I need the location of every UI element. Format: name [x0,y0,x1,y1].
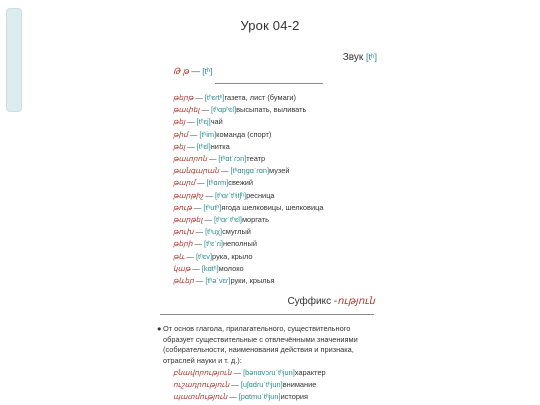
vocab-row [173,153,493,165]
vocab-armenian-word: թևեր [173,276,194,286]
letter-forms: Թ թ [173,66,189,76]
example-list [173,367,473,404]
vocab-dash: — [190,263,202,273]
vocab-row [173,263,493,275]
letter-dash: — [188,66,203,76]
example-translation: внимание [282,380,317,390]
vocab-row [173,92,493,104]
example-dash: — [229,380,241,390]
vocab-translation: неполный [222,239,257,249]
vocab-armenian-word: թարթիչ [173,190,204,200]
vocab-dash: — [199,105,212,115]
vocab-transcription: [tʰəˈvɛɾ] [205,276,231,286]
suffix-divider [160,314,374,315]
suffix-heading-arm: ություն [337,296,375,307]
example-translation: характер [294,368,326,377]
vocab-translation: ягода шелковицы, шелковица [221,202,324,212]
vocab-armenian-word: թութ [173,202,192,212]
bullet-icon: ● [157,324,162,333]
vocab-dash: — [193,227,206,237]
vocab-transcription: [tʰɑŋɡɑˈɾɑn] [230,166,270,176]
vocab-transcription: [kɑtʰ] [201,263,219,273]
vocab-dash: — [191,202,204,212]
vocab-armenian-word: թև [173,251,185,261]
example-row [173,379,473,391]
vocab-translation: моргать [241,215,269,225]
suffix-note [157,324,379,366]
vocab-transcription: [tʰɑpʰɛl] [211,105,237,115]
vocab-translation: театр [246,154,266,164]
vocab-row [173,129,493,141]
vocab-armenian-word: թերի [173,239,193,249]
vocab-transcription: [tʰɛl] [196,141,211,151]
vocab-armenian-word: թեյ [173,117,186,127]
vocab-row [173,116,493,128]
vocab-dash: — [185,141,197,151]
vocab-armenian-word: թուխ [173,227,194,237]
vocab-translation: ресница [246,190,275,200]
vocab-dash: — [195,178,207,188]
vocab-armenian-word: թափել [173,105,200,115]
vocab-dash: — [184,251,196,261]
letter-ipa: [tʰ] [202,66,213,76]
sound-heading-ipa: [tʰ] [366,52,377,62]
vocab-translation: рука, крыло [212,251,253,261]
suffix-note-text: От основ глагола, прилагательного, существительного образует существительные с отвлечёнными значениями (собирательности, наименования действия и признака, отраслей науки и т. д.): [163,324,358,365]
vocab-armenian-word: թատրոն [173,154,207,164]
vocab-transcription: [tʰutʰ] [203,202,222,212]
vocabulary-list [173,92,493,287]
suffix-heading [287,296,375,307]
vocab-armenian-word: թել [173,141,186,151]
letter-forms-row [173,66,213,77]
vocab-transcription: [tʰɑɾˈtʰɛl] [214,215,242,225]
vocab-translation: музей [269,166,290,176]
vocab-dash: — [192,239,205,249]
vocab-translation: свежий [228,178,254,188]
vocab-translation: смуглый [222,227,251,237]
vocab-transcription: [tʰɛv] [195,251,213,261]
vocab-row [173,104,493,116]
vocab-dash: — [185,117,197,127]
vocab-transcription: [tʰuχ] [205,227,223,237]
vocab-row [173,214,493,226]
vocab-translation: команда (спорт) [216,129,272,139]
vocab-translation: чай [210,117,223,127]
page-title: Урок 04-2 [240,18,300,33]
vocab-row [173,226,493,238]
vocab-transcription: [tʰɛɾtʰ] [204,93,225,102]
vocab-row [173,177,493,189]
example-transcription: [pɑtmuˈtʰjun] [238,392,281,402]
vocab-translation: молоко [218,263,244,273]
vocab-transcription: [tʰɑɾm] [206,178,229,188]
example-translation: история [280,392,309,402]
sound-heading [343,52,377,63]
vocab-dash: — [193,93,205,102]
vocab-armenian-word: կաթ [173,263,191,273]
vocab-transcription: [tʰɑɾˈtʰitʃʰ] [214,190,247,200]
vocab-dash: — [203,190,215,200]
example-dash: — [231,368,244,377]
suffix-heading-label: Суффикс - [287,296,338,307]
vocab-translation: газета, лист (бумаги) [224,93,296,102]
vocab-transcription: [tʰɑtˈɾɔn] [218,154,247,164]
vocab-armenian-word: թիմ [173,129,188,139]
vocab-dash: — [202,215,214,225]
example-armenian-word: պատմություն [173,392,228,402]
vocab-armenian-word: թարթել [173,215,203,225]
example-row [173,391,473,403]
section-divider [215,83,323,84]
example-transcription: [bənɑvɔɾuˈtʰjun] [243,368,295,377]
example-transcription: [uʃɑdɾuˈtʰjun] [240,380,283,390]
vocab-row [173,141,493,153]
vocab-translation: нитка [210,141,230,151]
example-row [173,367,473,379]
example-armenian-word: ուշադրություն [173,380,230,390]
vocab-row [173,251,493,263]
vocab-armenian-word: թանգարան [173,166,219,176]
vocab-dash: — [218,166,231,176]
vocab-transcription: [tʰɛj] [196,117,211,127]
vocab-dash: — [187,129,200,139]
vocab-row [173,165,493,177]
vocab-armenian-word: թերթ [173,93,194,102]
example-dash: — [227,392,239,402]
vocab-dash: — [193,276,206,286]
vocab-dash: — [206,154,219,164]
vocab-row [173,238,493,250]
sound-heading-label: Звук [342,52,367,63]
vocab-row [173,202,493,214]
vocab-transcription: [tʰim] [199,129,217,139]
vocab-transcription: [tʰɛˈɾi] [204,239,223,249]
vocab-translation: высыпать, выливать [236,105,307,115]
vocab-translation: руки, крылья [230,276,275,286]
example-armenian-word: բնավորություն [173,368,232,377]
vocab-row [173,190,493,202]
vocab-row [173,275,493,287]
vocab-armenian-word: թարմ [173,178,196,188]
